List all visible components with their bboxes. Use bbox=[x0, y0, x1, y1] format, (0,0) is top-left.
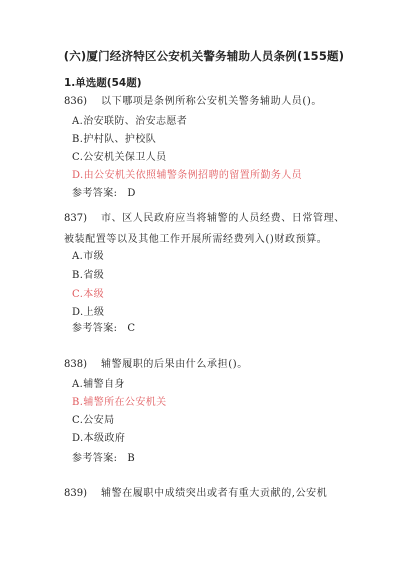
section-heading: 1.单选题(54题) bbox=[64, 77, 142, 89]
question-837-answer bbox=[72, 322, 135, 336]
question-836-stem-line bbox=[64, 95, 322, 109]
question-number: 838) bbox=[64, 359, 87, 370]
question-stem: 辅警履职的后果由什么承担()。 bbox=[101, 359, 248, 370]
answer-label: 参考答案: bbox=[72, 188, 118, 199]
question-836-option-b: B.护村队、护校队 bbox=[72, 134, 157, 145]
answer-label: 参考答案: bbox=[72, 453, 118, 464]
question-837-option-a: A.市级 bbox=[72, 251, 105, 262]
answer-value: D bbox=[127, 188, 136, 199]
question-839-stem-line bbox=[64, 487, 327, 501]
question-stem: 以下哪项是条例所称公安机关警务辅助人员()。 bbox=[101, 96, 323, 107]
question-number: 836) bbox=[64, 96, 87, 107]
question-836-option-c: C.公安机关保卫人员 bbox=[72, 152, 167, 163]
question-837-stem-line bbox=[64, 212, 345, 226]
question-stem: 市、区人民政府应当将辅警的人员经费、日常管理、 bbox=[101, 213, 345, 224]
question-number: 839) bbox=[64, 488, 87, 499]
question-838-stem-line bbox=[64, 358, 248, 372]
answer-value: C bbox=[127, 323, 136, 334]
document-title: (六)厦门经济特区公安机关警务辅助人员条例(155题) bbox=[63, 49, 345, 63]
question-838-option-c: C.公安局 bbox=[72, 415, 115, 426]
question-838-option-b-correct: B.辅警所在公安机关 bbox=[72, 397, 167, 408]
question-838-answer bbox=[72, 452, 135, 466]
question-number: 837) bbox=[64, 213, 87, 224]
question-837-option-c-correct: C.本级 bbox=[72, 289, 105, 300]
question-836-answer bbox=[72, 187, 136, 201]
answer-value: B bbox=[127, 453, 136, 464]
question-837-stem-continuation: 被装配置等以及其他工作开展所需经费列入()财政预算。 bbox=[64, 234, 328, 245]
question-836-option-a: A.治安联防、治安志愿者 bbox=[72, 116, 188, 127]
question-838-option-a: A.辅警自身 bbox=[72, 379, 125, 390]
question-837-option-d: D.上级 bbox=[72, 307, 105, 318]
answer-label: 参考答案: bbox=[72, 323, 118, 334]
question-837-option-b: B.省级 bbox=[72, 270, 105, 281]
question-836-option-d-correct: D.由公安机关依照辅警条例招聘的留置所勤务人员 bbox=[72, 170, 303, 181]
question-stem: 辅警在履职中成绩突出或者有重大贡献的,公安机 bbox=[101, 488, 328, 499]
question-838-option-d: D.本级政府 bbox=[72, 433, 126, 444]
